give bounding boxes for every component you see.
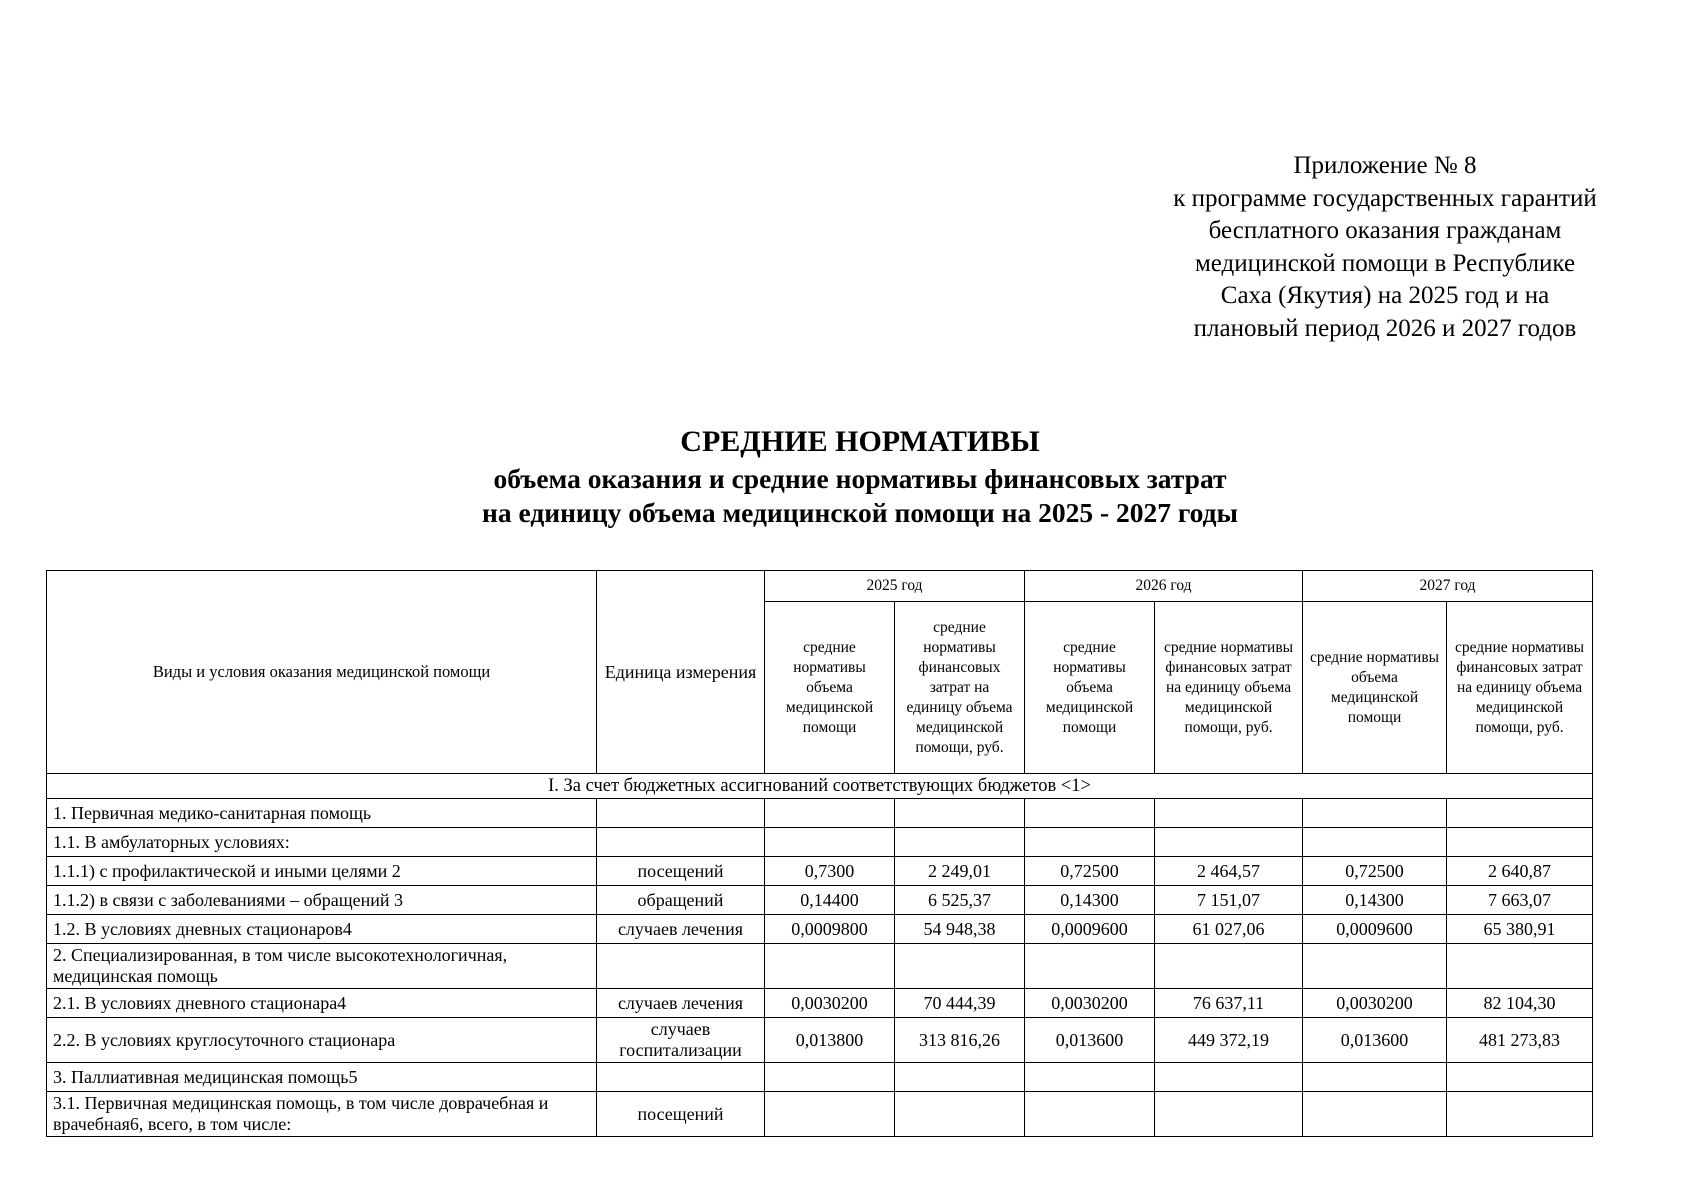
row-name: 3. Паллиативная медицинская помощь5: [47, 1063, 597, 1092]
cost-2027: [1447, 1063, 1593, 1092]
row-unit: случаев лечения: [597, 989, 765, 1018]
cost-2025: 54 948,38: [895, 915, 1025, 944]
cost-2025: 70 444,39: [895, 989, 1025, 1018]
row-unit: посещений: [597, 857, 765, 886]
cost-2027: [1447, 799, 1593, 828]
row-unit: [597, 828, 765, 857]
row-unit: обращений: [597, 886, 765, 915]
volume-2025: [765, 1092, 895, 1137]
volume-2027: 0,72500: [1303, 857, 1447, 886]
volume-2025: [765, 944, 895, 989]
row-name: 2.2. В условиях круглосуточного стационара: [47, 1018, 597, 1063]
volume-2025: 0,7300: [765, 857, 895, 886]
header-unit: Единица измерения: [597, 571, 765, 774]
cost-2026: [1155, 799, 1303, 828]
volume-2026: 0,14300: [1025, 886, 1155, 915]
table-row: [47, 886, 1593, 915]
row-name: 1.1.1) с профилактической и иными целями 2: [47, 857, 597, 886]
table-row: [47, 857, 1593, 886]
document-title: [300, 422, 1420, 530]
cost-2025: 6 525,37: [895, 886, 1025, 915]
row-name: 1.1.2) в связи с заболеваниями – обращений 3: [47, 886, 597, 915]
cost-2026: [1155, 1092, 1303, 1137]
volume-2027: 0,013600: [1303, 1018, 1447, 1063]
appendix-line: плановый период 2026 и 2027 годов: [1193, 314, 1577, 342]
table-row: [47, 1063, 1593, 1092]
volume-2026: 0,0030200: [1025, 989, 1155, 1018]
appendix-line: Приложение № 8: [1293, 152, 1477, 179]
table-row: [47, 944, 1593, 989]
cost-2027: [1447, 828, 1593, 857]
cost-2025: [895, 1092, 1025, 1137]
volume-2025: [765, 799, 895, 828]
volume-2026: 0,0009600: [1025, 915, 1155, 944]
volume-2025: [765, 1063, 895, 1092]
row-unit: [597, 944, 765, 989]
cost-2026: 76 637,11: [1155, 989, 1303, 1018]
volume-2026: [1025, 799, 1155, 828]
cost-2027: [1447, 1092, 1593, 1137]
header-year-2025: 2025 год: [765, 571, 1025, 602]
row-unit: случаев госпитализации: [597, 1018, 765, 1063]
volume-2027: [1303, 944, 1447, 989]
volume-2026: [1025, 1063, 1155, 1092]
cost-2025: 2 249,01: [895, 857, 1025, 886]
cost-2025: [895, 799, 1025, 828]
header-year-2027: 2027 год: [1303, 571, 1593, 602]
row-unit: посещений: [597, 1092, 765, 1137]
cost-2025: 313 816,26: [895, 1018, 1025, 1063]
volume-2026: [1025, 828, 1155, 857]
cost-2025: [895, 1063, 1025, 1092]
cost-2025: [895, 828, 1025, 857]
cost-2027: [1447, 944, 1593, 989]
cost-2026: [1155, 1063, 1303, 1092]
cost-2026: 449 372,19: [1155, 1018, 1303, 1063]
volume-2025: 0,0030200: [765, 989, 895, 1018]
row-name: 1.1. В амбулаторных условиях:: [47, 828, 597, 857]
volume-2027: [1303, 1092, 1447, 1137]
table-row: [47, 828, 1593, 857]
table-row: [47, 915, 1593, 944]
appendix-line: бесплатного оказания гражданам: [1208, 217, 1562, 244]
table-row: [47, 1092, 1593, 1137]
title-line-1: СРЕДНИЕ НОРМАТИВЫ: [680, 425, 1040, 458]
title-line-3: на единицу объема медицинской помощи на 2025 - 2027 годы: [482, 497, 1238, 528]
row-name: 3.1. Первичная медицинская помощь, в том числе доврачебная и врачебная6, всего, в том числе:: [47, 1092, 597, 1137]
volume-2026: [1025, 1092, 1155, 1137]
volume-2027: 0,0030200: [1303, 989, 1447, 1018]
table-row: [47, 1018, 1593, 1063]
section-row: [47, 774, 1593, 799]
header-cost-2026: средние нормативы финансовых затрат на единицу объема медицинской помощи, руб.: [1155, 602, 1303, 774]
cost-2027: 2 640,87: [1447, 857, 1593, 886]
row-unit: случаев лечения: [597, 915, 765, 944]
header-types: Виды и условия оказания медицинской помощи: [47, 571, 597, 774]
volume-2026: 0,72500: [1025, 857, 1155, 886]
table-row: [47, 799, 1593, 828]
header-volume-2027: средние нормативы объема медицинской помощи: [1303, 602, 1447, 774]
appendix-line: медицинской помощи в Республике: [1194, 249, 1576, 277]
header-year-2026: 2026 год: [1025, 571, 1303, 602]
row-name: 2.1. В условиях дневного стационара4: [47, 989, 597, 1018]
cost-2027: 7 663,07: [1447, 886, 1593, 915]
header-volume-2026: средние нормативы объема медицинской помощи: [1025, 602, 1155, 774]
cost-2027: 481 273,83: [1447, 1018, 1593, 1063]
cost-2026: 61 027,06: [1155, 915, 1303, 944]
cost-2027: 82 104,30: [1447, 989, 1593, 1018]
cost-2027: 65 380,91: [1447, 915, 1593, 944]
volume-2025: 0,0009800: [765, 915, 895, 944]
volume-2027: [1303, 828, 1447, 857]
header-cost-2025: средние нормативы финансовых затрат на единицу объема медицинской помощи, руб.: [895, 602, 1025, 774]
header-volume-2025: средние нормативы объема медицинской помощи: [765, 602, 895, 774]
appendix-line: к программе государственных гарантий: [1173, 184, 1597, 212]
norms-table: [46, 570, 1593, 1137]
volume-2027: [1303, 1063, 1447, 1092]
volume-2027: [1303, 799, 1447, 828]
appendix-heading: [1120, 150, 1650, 345]
row-name: 2. Специализированная, в том числе высокотехнологичная, медицинская помощь: [47, 944, 597, 989]
cost-2026: [1155, 828, 1303, 857]
table-row: [47, 989, 1593, 1018]
volume-2025: 0,013800: [765, 1018, 895, 1063]
row-unit: [597, 1063, 765, 1092]
volume-2025: 0,14400: [765, 886, 895, 915]
title-line-2: объема оказания и средние нормативы финансовых затрат: [493, 463, 1227, 494]
cost-2025: [895, 944, 1025, 989]
volume-2026: 0,013600: [1025, 1018, 1155, 1063]
volume-2026: [1025, 944, 1155, 989]
row-name: 1.2. В условиях дневных стационаров4: [47, 915, 597, 944]
cost-2026: 2 464,57: [1155, 857, 1303, 886]
row-unit: [597, 799, 765, 828]
volume-2027: 0,14300: [1303, 886, 1447, 915]
header-cost-2027: средние нормативы финансовых затрат на единицу объема медицинской помощи, руб.: [1447, 602, 1593, 774]
cost-2026: [1155, 944, 1303, 989]
cost-2026: 7 151,07: [1155, 886, 1303, 915]
appendix-line: Саха (Якутия) на 2025 год и на: [1220, 282, 1550, 309]
row-name: 1. Первичная медико-санитарная помощь: [47, 799, 597, 828]
section-title: I. За счет бюджетных ассигнований соответствующих бюджетов <1>: [47, 774, 1593, 799]
volume-2025: [765, 828, 895, 857]
volume-2027: 0,0009600: [1303, 915, 1447, 944]
